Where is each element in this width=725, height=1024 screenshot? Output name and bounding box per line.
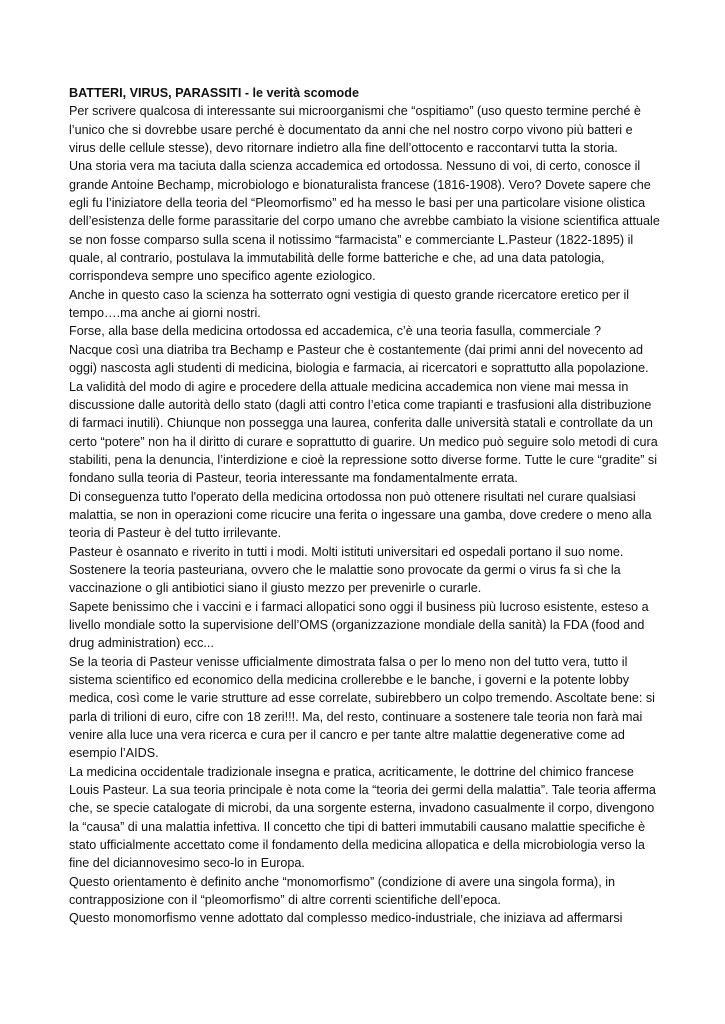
document-title: BATTERI, VIRUS, PARASSITI - le verità scomode: [69, 86, 359, 100]
document-page: [69, 84, 661, 928]
paragraph-intro: Per scrivere qualcosa di interessante sui microorganismi che “ospitiamo” (uso questo termine perché è l’unico che si dovrebbe usare perché è documentato da anni che nel nostro corpo vivono più batteri e virus delle cellule stesse), devo ritornare indietro alla fine dell’ottocento e raccontarvi tutta la storia.: [69, 104, 641, 156]
paragraph-sostenere: Sostenere la teoria pasteuriana, ovvero che le malattie sono provocate da germi o virus fa sì che la vaccinazione o gli antibiotici siano il giusto mezzo per prevenirle o curarle.: [69, 562, 621, 596]
paragraph-teoria-fasulla: Forse, alla base della medicina ortodossa ed accademica, c’è una teoria fasulla, commerciale ?: [69, 324, 602, 339]
paragraph-conseguenza: Di conseguenza tutto l'operato della medicina ortodossa non può ottenere risultati nel curare qualsiasi malattia, se non in operazioni come ricucire una ferita o ingessare una gamba, dove credere o meno alla teoria di Pasteur è del tutto irrilevante.: [69, 489, 652, 541]
paragraph-medicina-occidentale: La medicina occidentale tradizionale insegna e pratica, acriticamente, le dottrine del chimico francese Louis Pasteur. La sua teoria principale è nota come la “teoria dei germi della malattia”. Tale teoria afferma che, se specie catalogate di microbi, da una sorgente esterna, invadono casualmente il corpo, divengono la “causa” di una malattia infettiva. Il concetto che tipi di batteri immutabili causano malattie specifiche è stato ufficialmente accettato come il fondamento della medicina allopatica e della microbiologia verso la fine del diciannovesimo seco-lo in Europa.: [69, 764, 656, 871]
paragraph-osannato: Pasteur è osannato e riverito in tutti i modi. Molti istituti universitari ed ospedali portano il suo nome.: [69, 544, 624, 559]
paragraph-complesso-medico: Questo monomorfismo venne adottato dal complesso medico-industriale, che iniziava ad affermarsi: [69, 911, 623, 926]
paragraph-monomorfismo: Questo orientamento è definito anche “monomorfismo” (condizione di avere una singola forma), in contrapposizione con il “pleomorfismo” di altre correnti scientifiche dell’epoca.: [69, 874, 616, 908]
paragraph-crollo: Se la teoria di Pasteur venisse ufficialmente dimostrata falsa o per lo meno non del tutto vera, tutto il sistema scientifico ed economico della medicina crollerebbe e le banche, i governi e la potente lobby medica, così come le varie strutture ad esse correlate, subirebbero un colpo tremendo. Ascoltate bene: si parla di trilioni di euro, cifre con 18 zeri!!!. Ma, del resto, continuare a sostenere tale teoria non farà mai venire alla luce una vera ricerca e cura per il cancro e per tante altre malattie degenerative come ad esempio l’AIDS.: [69, 654, 655, 761]
paragraph-business: Sapete benissimo che i vaccini e i farmaci allopatici sono oggi il business più lucroso esistente, esteso a livello mondiale sotto la supervisione dell’OMS (organizzazione mondiale della sanità) la FDA (food and drug administration) ecc...: [69, 599, 649, 651]
paragraph-validita: La validità del modo di agire e procedere della attuale medicina accademica non viene mai messa in discussione dalle autorità dello stato (dagli atti contro l’etica come trapianti e trasfusioni alla distribuzione di farmaci inutili). Chiunque non possegga una laurea, conferita dalle università statali e controllate da un certo “potere” non ha il diritto di curare e soprattutto di guarire. Un medico può seguire solo metodi di cura stabiliti, pena la denuncia, l’interdizione e cioè la repressione sotto diverse forme. Tutte le cure “gradite” si fondano sulla teoria di Pasteur, teoria interessante ma fondamentalmente errata.: [69, 379, 658, 486]
paragraph-diatriba: Nacque così una diatriba tra Bechamp e Pasteur che è costantemente (dai primi anni del novecento ad oggi) nascosta agli studenti di medicina, biologia e farmacia, ai ricercatori e soprattutto alla popolazione.: [69, 342, 649, 376]
paragraph-vestigia: Anche in questo caso la scienza ha sotterrato ogni vestigia di questo grande ricercatore eretico per il tempo….ma anche ai giorni nostri.: [69, 287, 630, 321]
paragraph-bechamp: Una storia vera ma taciuta dalla scienza accademica ed ortodossa. Nessuno di voi, di certo, conosce il grande Antoine Bechamp, microbiologo e bionaturalista francese (1816-1908). Vero? Dovete sapere che egli fu l’iniziatore della teoria del “Pleomorfismo” ed ha messo le basi per una particolare visione olistica dell’esistenza delle forme parassitarie del corpo umano che avrebbe cambiato la visione scientifica attuale se non fosse comparso sulla scena il notissimo “farmacista” e commerciante L.Pasteur (1822-1895) il quale, al contrario, postulava la immutabilità delle forme batteriche e che, ad una data patologia, corrispondeva sempre uno specifico agente eziologico.: [69, 159, 660, 284]
